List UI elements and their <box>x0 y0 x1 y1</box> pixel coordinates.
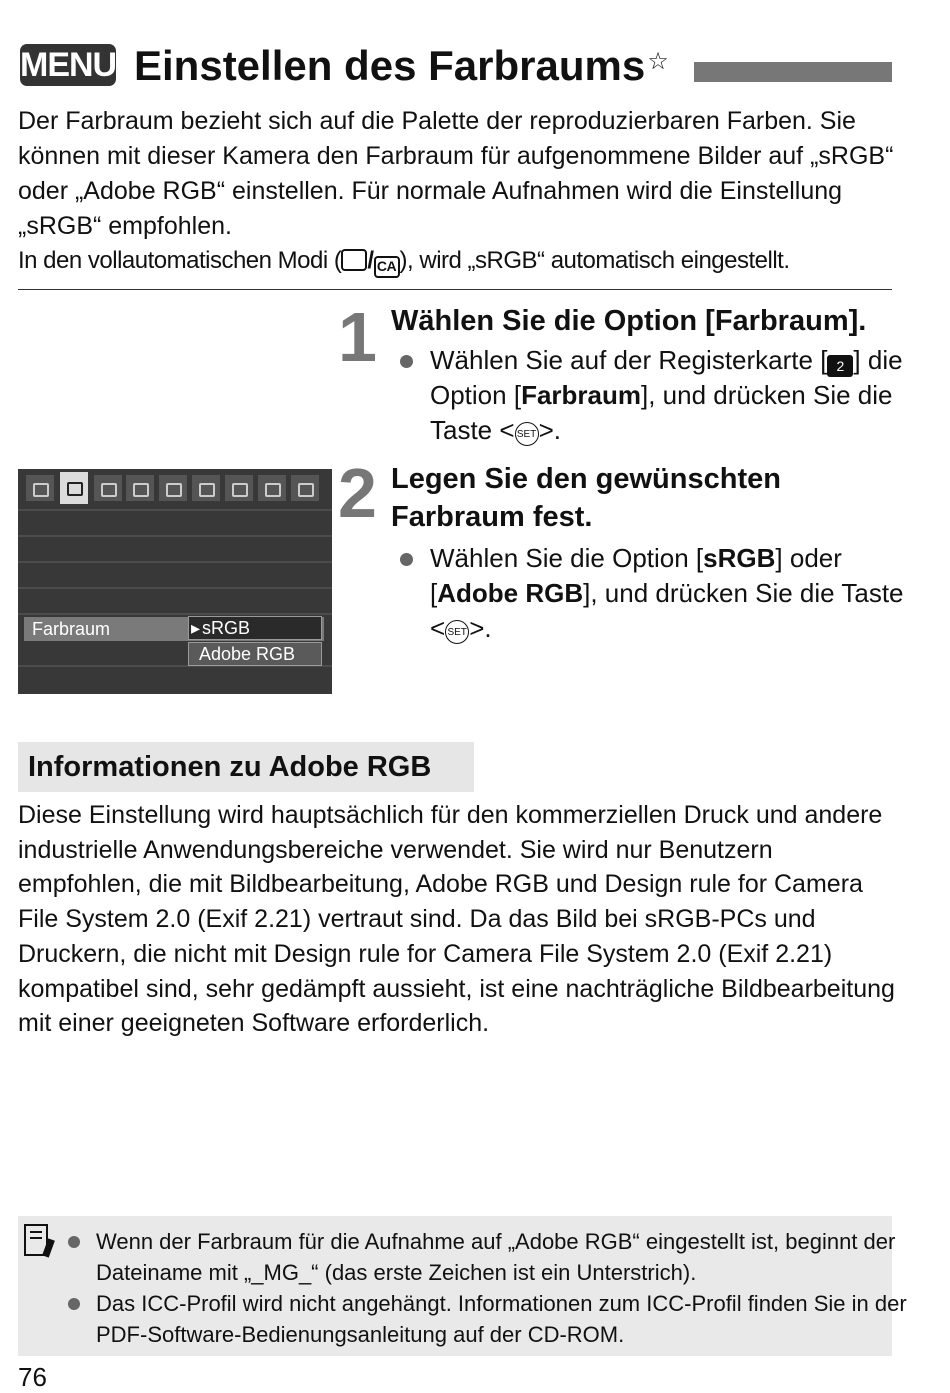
bullet-icon <box>400 355 413 368</box>
note-item: Wenn der Farbraum für die Aufnahme auf „Adobe RGB“ eingestellt ist, beginnt der Dateiname mit „_MG_“ (das erste Zeichen ist ein Unterstrich). <box>68 1226 916 1288</box>
full-auto-mode-icon <box>341 249 367 271</box>
note-box <box>18 1216 907 1356</box>
creative-auto-mode-icon: CA <box>374 256 400 278</box>
note-item: Das ICC-Profil wird nicht angehängt. Informationen zum ICC-Profil finden Sie in der PDF-Software-Bedienungsanleitung auf der CD-ROM. <box>68 1288 916 1350</box>
step-2-number: 2 <box>338 454 377 532</box>
page-number: 76 <box>18 1362 47 1392</box>
camera-tab-icon <box>159 475 187 501</box>
info-body: Diese Einstellung wird hauptsächlich für den kommerziellen Druck und andere industrielle Anwendungsbereiche verwendet. Sie wird nur Benutzern empfohlen, die mit Bildbearbeitung, Adobe RGB und Design rule for Camera File System 2.0 (Exif 2.21) vertraut sind. Da das Bild bei sRGB-PCs und Druckern, die nicht mit Design rule for Camera File System 2.0 (Exif 2.21) kompatibel sind, sehr gedämpft aussieht, ist eine nachträgliche Bildbearbeitung mit einer geeigneten Software erforderlich. <box>18 801 895 1038</box>
memo-icon <box>24 1224 48 1256</box>
camera-tab-icon <box>291 475 319 501</box>
camera-tab-icon <box>26 475 54 501</box>
intro-paragraph: Der Farbraum bezieht sich auf die Palette der reproduzierbaren Farben. Sie können mit dieser Kamera den Farbraum für aufgenommene Bilder auf „sRGB“ oder „Adobe RGB“ einstellen. Für normale Aufnahmen wird die Einstellung „sRGB“ empfohlen. <box>18 107 894 240</box>
camera-option-adobe-rgb: Adobe RGB <box>188 642 322 666</box>
intro-note: In den vollautomatischen Modi ( / CA ), wird „sRGB“ automatisch eingestellt. <box>18 244 898 278</box>
intro-note-after: ), wird „sRGB“ automatisch eingestellt. <box>399 247 790 274</box>
step-1-number: 1 <box>338 298 377 376</box>
shooting-tab-2-icon: 2 <box>827 355 853 377</box>
bullet-icon <box>68 1236 80 1248</box>
star-icon: ☆ <box>647 48 669 75</box>
page-title-text: Einstellen des Farbraums <box>134 42 646 89</box>
camera-tab-icon <box>126 475 154 501</box>
camera-tab-icon <box>192 475 220 501</box>
intro-note-before: In den vollautomatischen Modi ( <box>18 247 342 274</box>
camera-tab-icon <box>94 475 122 501</box>
step-2-instruction: Wählen Sie die Option [sRGB] oder [Adobe RGB], und drücken Sie die Taste < SET>. <box>400 541 910 646</box>
step-1-title: Wählen Sie die Option [Farbraum]. <box>391 305 867 337</box>
bullet-icon <box>68 1298 80 1310</box>
step-2-title: Legen Sie den gewünschten Farbraum fest. <box>391 463 781 533</box>
menu-badge: MENU <box>20 46 117 84</box>
camera-tab-icon-active <box>60 472 88 504</box>
info-heading: Informationen zu Adobe RGB <box>18 742 474 792</box>
camera-menu-screenshot <box>18 469 332 694</box>
camera-tab-icon <box>258 475 286 501</box>
page-title <box>134 40 669 92</box>
camera-option-srgb: ▸ sRGB <box>188 616 322 640</box>
step-1-instruction: Wählen Sie auf der Registerkarte [ 2 ] die Option [Farbraum], und drücken Sie die Taste < SET>. <box>400 343 910 448</box>
set-button-icon: SET <box>515 422 539 446</box>
camera-menu-label: Farbraum <box>32 619 111 639</box>
title-bar <box>694 62 892 82</box>
set-button-icon: SET <box>445 620 469 644</box>
bullet-icon <box>400 553 413 566</box>
divider <box>18 289 892 290</box>
camera-tab-icon <box>225 475 253 501</box>
